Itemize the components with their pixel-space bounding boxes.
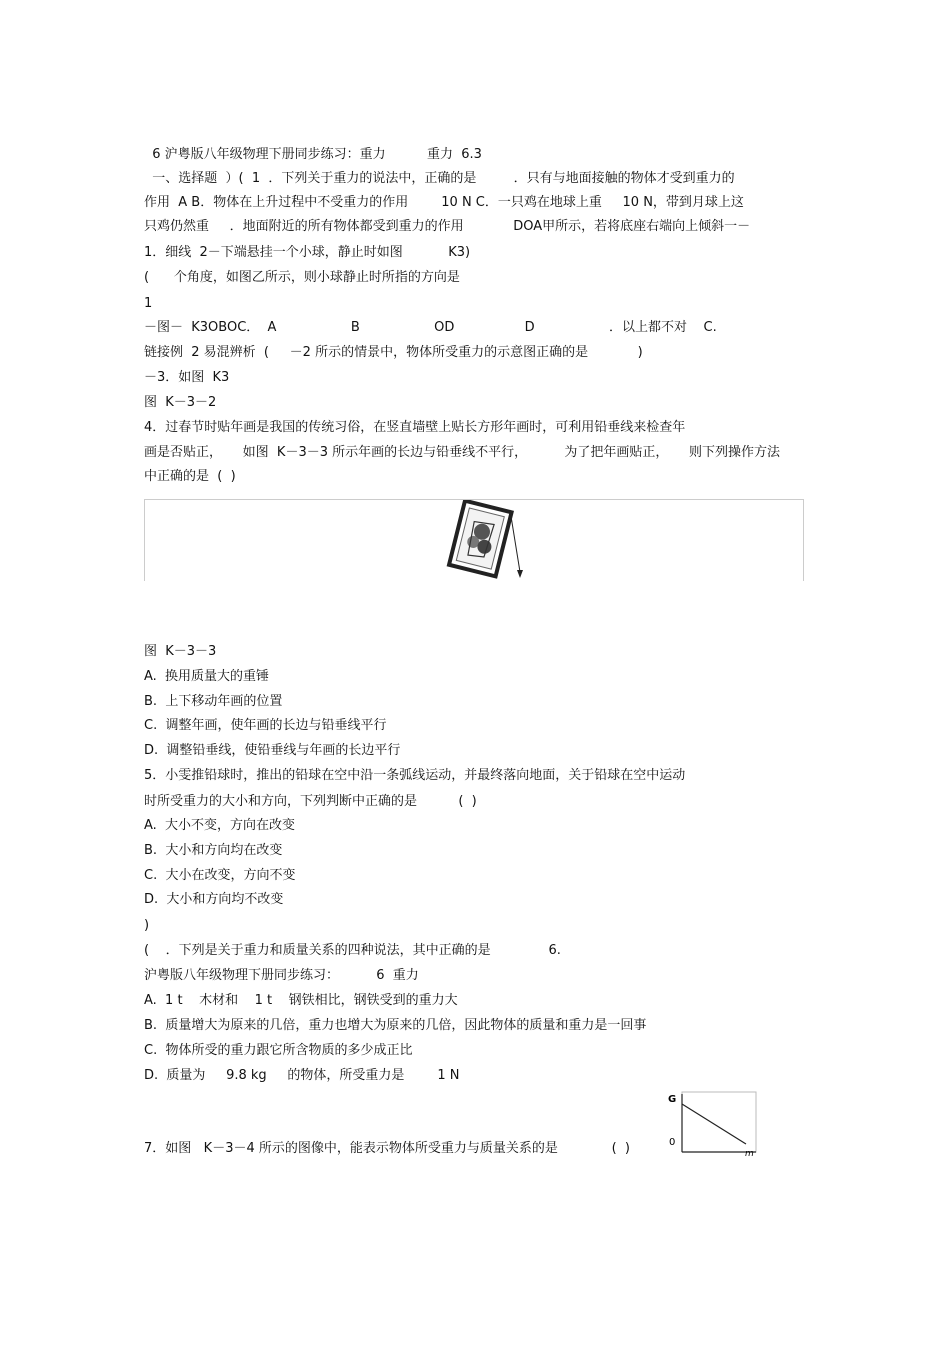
- text-line: ): [144, 918, 150, 933]
- text-line: 1．细线 2－下端悬挂一个小球，静止时如图 K3): [144, 245, 471, 260]
- gravity-mass-graph: [666, 1090, 758, 1156]
- text-line: 中正确的是 ( ): [144, 469, 236, 484]
- option-a: A. 1 t 木材和 1 t 钢铁相比，钢铁受到的重力大: [144, 993, 458, 1008]
- question-5: 5．小雯推铅球时，推出的铅球在空中沿一条弧线运动，并最终落向地面，关于铅球在空中运动: [144, 768, 686, 783]
- figure-caption: 图 K－3－3: [144, 644, 217, 659]
- option-d: D. 质量为 9.8 kg 的物体，所受重力是 1 N: [144, 1068, 460, 1083]
- option-c: C. 物体所受的重力跟它所含物质的多少成正比: [144, 1043, 413, 1058]
- text-line: 画是否贴正， 如图 K－3－3 所示年画的长边与铅垂线不平行， 为了把年画贴正， 则下列操作方法: [144, 445, 780, 460]
- text-line: ( 个角度，如图乙所示，则小球静止时所指的方向是: [144, 270, 460, 285]
- text-line: 一、选择题 ）( 1 ．下列关于重力的说法中，正确的是 ．只有与地面接触的物体才受到重力的: [144, 171, 735, 186]
- graph-y-label: G: [668, 1094, 677, 1105]
- question-6: ( ．下列是关于重力和质量关系的四种说法，其中正确的是 6.: [144, 943, 561, 958]
- option-d: D. 大小和方向均不改变: [144, 892, 284, 907]
- option-c: C. 调整年画，使年画的长边与铅垂线平行: [144, 718, 387, 733]
- text-line: 只鸡仍然重 ．地面附近的所有物体都受到重力的作用 DOA甲所示，若将底座右端向上倾斜一－: [144, 219, 751, 234]
- option-a: A. 大小不变，方向在改变: [144, 818, 296, 833]
- text-line: 时所受重力的大小和方向，下列判断中正确的是 ( ): [144, 794, 477, 809]
- option-a: A. 换用质量大的重锤: [144, 669, 270, 684]
- tilted-painting-plumb-line-figure: [442, 500, 526, 580]
- figure-caption: 图 K－3－2: [144, 395, 217, 410]
- option-b: B. 大小和方向均在改变: [144, 843, 283, 858]
- option-b: B. 上下移动年画的位置: [144, 694, 283, 709]
- text-line: 1: [144, 296, 153, 311]
- text-line: 沪粤版八年级物理下册同步练习： 6 重力: [144, 968, 419, 983]
- text-line: －图－ K3OBOC． A B OD D ．以上都不对 C.: [144, 320, 717, 335]
- text-line: －3．如图 K3: [144, 370, 230, 385]
- text-line: 链接例 2 易混辨析 ( －2 所示的情景中，物体所受重力的示意图正确的是 ): [144, 345, 643, 360]
- doc-title-line: 6 沪粤版八年级物理下册同步练习：重力 重力 6.3: [144, 147, 482, 162]
- graph-origin-label: 0: [669, 1137, 676, 1148]
- option-d: D. 调整铅垂线，使铅垂线与年画的长边平行: [144, 743, 401, 758]
- question-7: 7．如图 K－3－4 所示的图像中，能表示物体所受重力与质量关系的是 ( ): [144, 1141, 630, 1156]
- option-c: C. 大小在改变，方向不变: [144, 868, 296, 883]
- text-line: 作用 A B．物体在上升过程中不受重力的作用 10 N C．一只鸡在地球上重 10 N，带到月球上这: [144, 195, 744, 210]
- question-4: 4．过春节时贴年画是我国的传统习俗，在竖直墙壁上贴长方形年画时，可利用铅垂线来检查年: [144, 420, 686, 435]
- graph-x-label: m: [745, 1149, 754, 1156]
- option-b: B. 质量增大为原来的几倍，重力也增大为原来的几倍，因此物体的质量和重力是一回事: [144, 1018, 647, 1033]
